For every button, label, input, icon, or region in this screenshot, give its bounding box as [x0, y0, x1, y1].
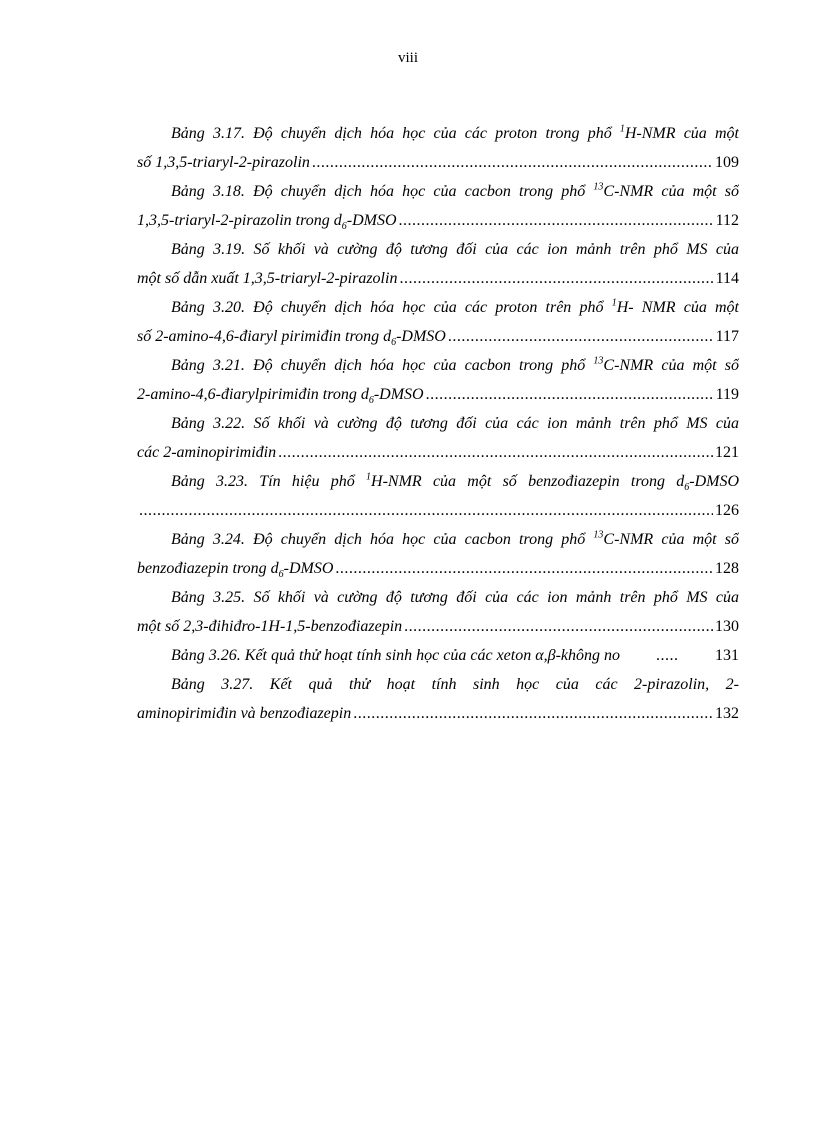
toc-entry-title: Bảng 3.24. Độ chuyển dịch hóa học của cacbon trong phổ $^{13}$C-NMR của một số — [171, 529, 739, 548]
toc-entry-3-21[interactable] — [137, 351, 739, 409]
toc-page-number: 119 — [715, 386, 739, 403]
toc-entry-3-19[interactable] — [137, 235, 739, 293]
dot-leader — [426, 380, 714, 409]
toc-entry-title-cont: 2-amino-4,6-điarylpirimiđin trong $d_6$-DMSO — [137, 386, 424, 407]
toc-entry-3-23[interactable] — [137, 467, 739, 525]
toc-entry-title: Bảng 3.17. Độ chuyển dịch hóa học của các proton trong phổ $^1$H-NMR của một — [171, 123, 739, 142]
toc-page-number: 114 — [715, 270, 739, 287]
toc-entry-title: Bảng 3.19. Số khối và cường độ tương đối của các ion mảnh trên phổ MS của — [171, 241, 739, 258]
dot-leader — [312, 148, 713, 177]
toc-entry-3-18[interactable] — [137, 177, 739, 235]
toc-entry-title: Bảng 3.26. Kết quả thử hoạt tính sinh học của các xeton α,β-không no — [171, 647, 621, 664]
toc-entry-title: Bảng 3.20. Độ chuyển dịch hóa học của các proton trên phổ $^1$H- NMR của một — [171, 297, 739, 316]
toc-page-number: 132 — [715, 705, 739, 722]
toc-entry-3-27[interactable] — [137, 670, 739, 728]
dot-leader — [404, 612, 713, 641]
toc-entry-title-cont: 1,3,5-triaryl-2-pirazolin trong $d_6$-DMSO — [137, 212, 397, 233]
toc-page-number: 117 — [715, 328, 739, 345]
toc-page-number: 126 — [715, 502, 739, 519]
toc-entry-title-cont: số 1,3,5-triaryl-2-pirazolin — [137, 154, 310, 171]
dot-leader — [335, 554, 713, 583]
toc-entry-3-25[interactable] — [137, 583, 739, 641]
toc-entry-3-26[interactable] — [137, 641, 739, 670]
toc-page-number: 131 — [715, 647, 739, 664]
toc-entry-3-20[interactable] — [137, 293, 739, 351]
toc-entry-3-24[interactable] — [137, 525, 739, 583]
toc-entry-title-cont: benzođiazepin trong $d_6$-DMSO — [137, 560, 334, 581]
toc-entry-title-cont: các 2-aminopirimiđin — [137, 444, 277, 461]
toc-page-number: 128 — [715, 560, 739, 577]
toc-entry-title: Bảng 3.21. Độ chuyển dịch hóa học của cacbon trong phổ $^{13}$C-NMR của một số — [171, 355, 739, 374]
dot-leader — [622, 641, 679, 670]
toc-entry-title: Bảng 3.23. Tín hiệu phổ $^1$H-NMR của một số benzođiazepin trong $d_6$-DMSO — [171, 471, 739, 494]
page-number: viii — [397, 50, 418, 66]
toc-entry-title-cont: một số 2,3-đihiđro-1H-1,5-benzođiazepin — [137, 618, 403, 635]
toc-entry-3-17[interactable] — [137, 119, 739, 177]
dot-leader — [399, 264, 713, 293]
table-of-contents — [137, 119, 739, 728]
dot-leader — [448, 322, 714, 351]
toc-page-number: 130 — [715, 618, 739, 635]
toc-entry-title: Bảng 3.18. Độ chuyển dịch hóa học của cacbon trong phổ $^{13}$C-NMR của một số — [171, 181, 739, 200]
toc-entry-3-22[interactable] — [137, 409, 739, 467]
toc-entry-title-cont: số 2-amino-4,6-điaryl pirimiđin trong $d_6$-DMSO — [137, 328, 446, 349]
toc-entry-title-cont: một số dẫn xuất 1,3,5-triaryl-2-pirazolin — [137, 270, 398, 287]
toc-entry-title: Bảng 3.22. Số khối và cường độ tương đối của các ion mảnh trên phổ MS của — [171, 415, 739, 432]
toc-page-number: 109 — [715, 154, 739, 171]
dot-leader — [278, 438, 713, 467]
toc-entry-title: Bảng 3.27. Kết quả thử hoạt tính sinh học của các 2-pirazolin, 2- — [171, 676, 739, 693]
toc-page-number: 112 — [715, 212, 739, 229]
dot-leader — [139, 496, 713, 525]
toc-entry-title-cont: aminopirimiđin và benzođiazepin — [137, 705, 352, 722]
toc-page-number: 121 — [715, 444, 739, 461]
toc-entry-title: Bảng 3.25. Số khối và cường độ tương đối của các ion mảnh trên phổ MS của — [171, 589, 739, 606]
dot-leader — [399, 206, 714, 235]
dot-leader — [353, 699, 713, 728]
